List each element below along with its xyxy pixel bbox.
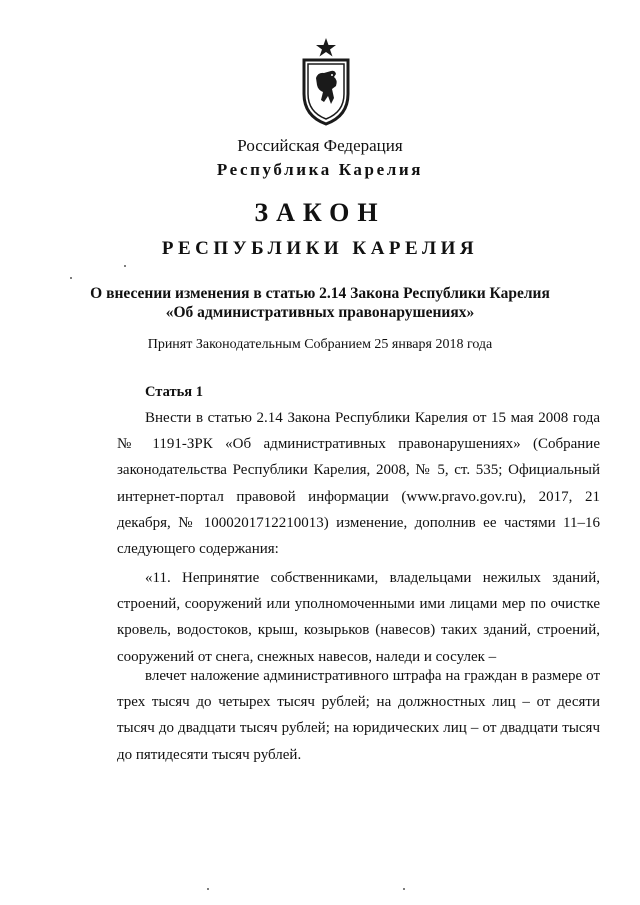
article-paragraph: [117, 663, 600, 768]
article-heading: Статья 1: [145, 384, 203, 400]
law-title-line-2: «Об административных правонарушениях»: [165, 304, 475, 321]
republic-name: Республика Карелия: [216, 160, 424, 179]
country-name: Российская Федерация: [237, 136, 403, 155]
scan-speck: [70, 277, 72, 279]
law-title: [0, 284, 640, 322]
paragraph-text: влечет наложение административного штрафа на граждан в размере от трех тысяч до четырех тысяч рублей; на должностных лиц – от десяти тысяч до двадцати тысяч рублей; на юридических лиц – от двадцати тысяч до пятидесяти тысяч рублей.: [117, 668, 600, 763]
paragraph-text: «11. Непринятие собственниками, владельцами нежилых зданий, строений, сооружений или уполномоченными ими лицами мер по очистке кровель, водостоков, крыш, козырьков (навесов) таких зданий, строений, сооружений от снега, снежных навесов, наледи и сосулек –: [117, 570, 600, 665]
article-paragraph: [117, 565, 600, 670]
adoption-note: Принят Законодательным Собранием 25 января 2018 года: [147, 337, 493, 352]
paragraph-text: Внести в статью 2.14 Закона Республики Карелия от 15 мая 2008 года № 1191-ЗРК «Об административных правонарушениях» (Собрание законодательства Республики Карелия, 2008, № 5, ст. 535; Официальный интернет-портал правовой информации (www.pravo.gov.ru), 2017, 21 декабря, № 1000201712210013) изменение, дополнив ее частями 11–16 следующего содержания:: [117, 410, 600, 558]
scan-speck: [403, 888, 405, 890]
scan-speck: [124, 265, 126, 267]
document-type: ЗАКОН: [254, 198, 386, 227]
coat-of-arms-icon: [298, 36, 354, 126]
law-title-line-1: О внесении изменения в статью 2.14 Закона Республики Карелия: [90, 285, 550, 302]
scan-speck: [207, 888, 209, 890]
article-paragraph: [117, 405, 600, 562]
document-type-subtitle: РЕСПУБЛИКИ КАРЕЛИЯ: [161, 238, 479, 259]
